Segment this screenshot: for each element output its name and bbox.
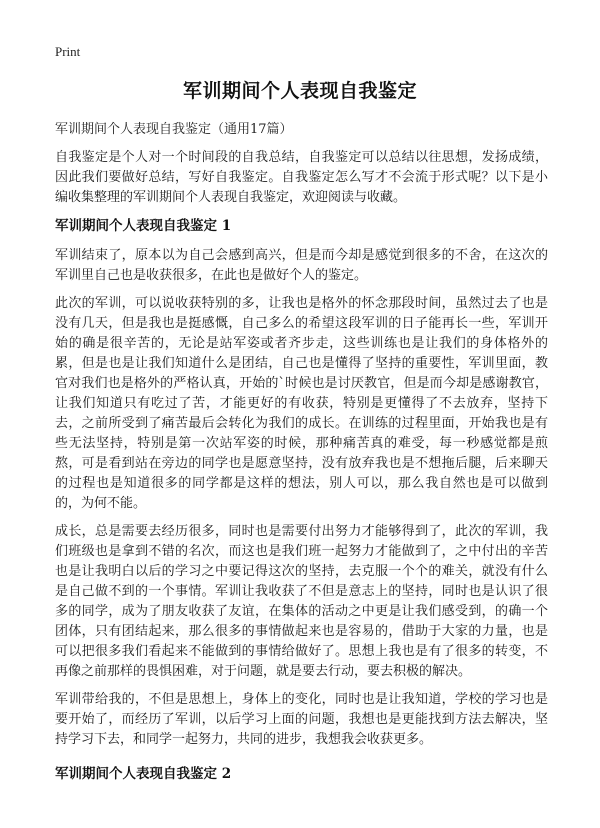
article-body <box>55 120 548 794</box>
section-1-heading: 军训期间个人表现自我鉴定 1 <box>55 218 232 234</box>
page-title: 军训期间个人表现自我鉴定 <box>182 80 417 102</box>
article-subtitle: 军训期间个人表现自我鉴定（通用17篇） <box>55 122 293 137</box>
section-2-heading: 军训期间个人表现自我鉴定 2 <box>55 766 232 782</box>
section-1-paragraph-3: 成长，总是需要去经历很多，同时也是需要付出努力才能够得到了，此次的军训，我们班级也是拿到不错的名次，而这也是我们班一起努力才能做到了，之中付出的辛苦也是让我明白以后的学习之中要记得这次的坚持，去克服一个个的难关，就没有什么是自己做不到的一个事情。军训让我收获了不但是意志上的坚持，同时也是认识了很多的同学，成为了朋友收获了友谊，在集体的活动之中更是让我们感受到，的确一个团体，只有团结起来，那么很多的事情做起来也是容易的，借助于大家的力量，也是可以把很多我们看起来不能做到的事情给做好了。思想上我也是有了很多的转变，不再像之前那样的畏惧困难，对于问题，就是要去行动，要去积极的解决。 <box>55 524 548 679</box>
section-1-paragraph-1: 军训结束了，原本以为自己会感到高兴，但是而今却是感觉到很多的不舍，在这次的军训里自己也是收获很多，在此也是做好个人的鉴定。 <box>55 248 548 283</box>
section-1-paragraph-4: 军训带给我的，不但是思想上，身体上的变化，同时也是让我知道，学校的学习也是要开始了，而经历了军训，以后学习上面的问题，我想也是更能找到方法去解决，坚持学习下去，和同学一起努力，共同的进步，我想我会收获更多。 <box>55 692 548 747</box>
print-link[interactable]: Print <box>55 44 81 59</box>
section-1-paragraph-2: 此次的军训，可以说收获特别的多，让我也是格外的怀念那段时间，虽然过去了也是没有几天，但是我也是挺感慨，自己多么的希望这段军训的日子能再长一些，军训开始的确是很辛苦的，无论是站军姿或者齐步走，这些训练也是让我们的身体格外的累，但是也是让我们知道什么是团结，自己也是懂得了坚持的重要性，军训里面，教官对我们也是格外的严格认真，开始的`时候也是讨厌教官，但是而今却是感谢教官，让我们知道只有吃过了苦，才能更好的有收获，特别是更懂得了不去放弃，坚持下去，之前所受到了痛苦最后会转化为我们的成长。在训练的过程里面，开始我也是有些无法坚持，特别是第一次站军姿的时候，那种痛苦真的难受，每一秒感觉都是煎熬，可是看到站在旁边的同学也是愿意坚持，没有放弃我也是不想拖后腿，后来聊天的过程也是知道很多的同学都是这样的想法，别人可以，那么我自然也是可以做到的，为何不能。 <box>55 296 548 511</box>
intro-paragraph: 自我鉴定是个人对一个时间段的自我总结，自我鉴定可以总结以往思想，发扬成绩，因此我们要做好总结，写好自我鉴定。自我鉴定怎么写才不会流于形式呢？以下是小编收集整理的军训期间个人表现自我鉴定，欢迎阅读与收藏。 <box>55 150 548 205</box>
